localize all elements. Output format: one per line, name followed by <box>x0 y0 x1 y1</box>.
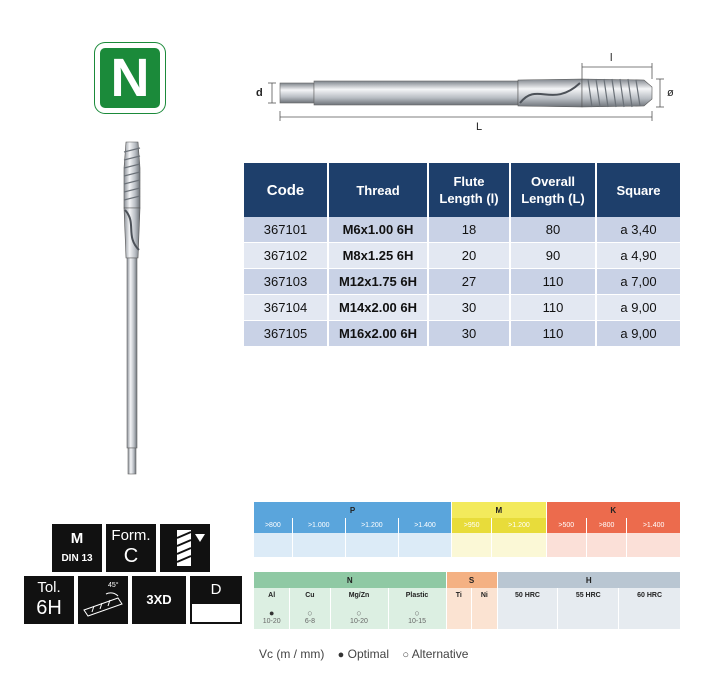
chamfer-form-icon <box>160 524 210 572</box>
cell-overall-length: 80 <box>510 217 596 243</box>
cell-thread: M12x1.75 6H <box>328 269 428 295</box>
optimal-dot-icon: ● <box>337 649 345 661</box>
val-m-1 <box>452 533 492 557</box>
helix-angle-badge <box>78 576 128 624</box>
legend-optimal: Optimal <box>347 647 390 661</box>
din-label: DIN 13 <box>61 553 93 564</box>
angle-label: 45° <box>108 582 119 589</box>
cell-code: 367102 <box>244 243 328 269</box>
cell-square: a 9,00 <box>596 321 680 347</box>
cell-code: 367103 <box>244 269 328 295</box>
material-n-badge <box>95 43 165 113</box>
tap-spec-table <box>244 163 680 347</box>
cell-flute-length: 30 <box>428 295 510 321</box>
sub-n-plastic: Plastic <box>388 588 446 603</box>
cell-thread: M6x1.00 6H <box>328 217 428 243</box>
materials-nsh-subheader <box>254 588 680 603</box>
val-k-1 <box>546 533 586 557</box>
val-n-mgzn <box>330 603 388 629</box>
speed-range: 6-8 <box>304 617 315 625</box>
cell-overall-length: 110 <box>510 321 596 347</box>
val-s-ti <box>446 603 472 629</box>
alternative-circle-icon: ○ <box>307 607 313 618</box>
tolerance-badge <box>24 576 74 624</box>
sub-p-1: >800 <box>254 518 292 533</box>
materials-pmk-subheader <box>254 518 680 533</box>
val-h-55 <box>558 603 619 629</box>
cell-square: a 9,00 <box>596 295 680 321</box>
group-k: K <box>546 502 680 518</box>
table-header-row <box>244 163 680 217</box>
depth-label: 3XD <box>146 592 172 607</box>
sub-n-cu: Cu <box>290 588 330 603</box>
cell-thread: M14x2.00 6H <box>328 295 428 321</box>
group-n: N <box>254 572 446 588</box>
val-k-3 <box>627 533 680 557</box>
cell-overall-length: 90 <box>510 243 596 269</box>
sub-s-ni: Ni <box>472 588 498 603</box>
sub-k-3: >1.400 <box>627 518 680 533</box>
group-h: H <box>497 572 680 588</box>
sub-h-60: 60 HRC <box>619 588 680 603</box>
badge-letter: N <box>110 48 150 108</box>
cell-square: a 3,40 <box>596 217 680 243</box>
cell-flute-length: 30 <box>428 321 510 347</box>
val-k-2 <box>586 533 626 557</box>
sub-n-al: Al <box>254 588 290 603</box>
form-badge <box>106 524 156 572</box>
table-row <box>244 243 680 269</box>
materials-pmk-table <box>254 502 680 557</box>
sub-s-ti: Ti <box>446 588 472 603</box>
val-p-3 <box>345 533 398 557</box>
val-n-plastic <box>388 603 446 629</box>
materials-pmk-values <box>254 533 680 557</box>
depth-badge <box>132 576 186 624</box>
group-m: M <box>452 502 547 518</box>
materials-pmk-header <box>254 502 680 518</box>
header-thread: Thread <box>328 163 428 217</box>
speed-range: 10-20 <box>350 617 368 625</box>
sub-m-1: >950 <box>452 518 492 533</box>
tap-horizontal-drawing <box>252 45 692 135</box>
legend <box>259 647 468 661</box>
optimal-dot-icon: ● <box>268 607 275 618</box>
materials-nsh-header <box>254 572 680 588</box>
val-p-1 <box>254 533 292 557</box>
table-row <box>244 295 680 321</box>
legend-alternative: Alternative <box>411 647 469 661</box>
sub-p-2: >1.000 <box>292 518 345 533</box>
tolerance-value: 6H <box>36 597 62 619</box>
table-row <box>244 269 680 295</box>
cell-square: a 4,90 <box>596 243 680 269</box>
alternative-circle-icon: ○ <box>356 607 362 618</box>
d-badge <box>190 576 242 624</box>
group-p: P <box>254 502 452 518</box>
materials-nsh-values <box>254 603 680 629</box>
header-code: Code <box>244 163 328 217</box>
alternative-circle-icon: ○ <box>414 607 420 618</box>
sub-h-50: 50 HRC <box>497 588 558 603</box>
header-flute-length: Flute Length (l) <box>428 163 510 217</box>
dim-overall-length-label: L <box>476 121 483 133</box>
table-row <box>244 321 680 347</box>
form-value: C <box>123 545 139 567</box>
thread-type-label: M <box>70 530 84 547</box>
cell-code: 367105 <box>244 321 328 347</box>
materials-nsh-table <box>254 572 680 629</box>
val-m-2 <box>492 533 546 557</box>
cell-flute-length: 18 <box>428 217 510 243</box>
sub-m-2: >1.200 <box>492 518 546 533</box>
dim-l-label: l <box>610 52 613 64</box>
cell-overall-length: 110 <box>510 269 596 295</box>
sub-p-4: >1.400 <box>398 518 451 533</box>
helix-angle-icon <box>78 576 128 624</box>
cell-code: 367104 <box>244 295 328 321</box>
group-s: S <box>446 572 497 588</box>
val-h-60 <box>619 603 680 629</box>
dim-d-label: d <box>256 87 263 99</box>
cell-thread: M16x2.00 6H <box>328 321 428 347</box>
sub-p-3: >1.200 <box>345 518 398 533</box>
val-s-ni <box>472 603 498 629</box>
table-row <box>244 217 680 243</box>
tolerance-label: Tol. <box>37 579 61 596</box>
cell-square: a 7,00 <box>596 269 680 295</box>
val-p-2 <box>292 533 345 557</box>
sub-h-55: 55 HRC <box>558 588 619 603</box>
legend-vc: Vc (m / mm) <box>259 647 325 661</box>
speed-range: 10-20 <box>262 617 281 625</box>
header-overall-length: Overall Length (L) <box>510 163 596 217</box>
cell-thread: M8x1.25 6H <box>328 243 428 269</box>
sub-k-2: >800 <box>586 518 626 533</box>
val-p-4 <box>398 533 451 557</box>
alternative-circle-icon: ○ <box>402 649 410 661</box>
tap-vertical-image <box>112 138 152 478</box>
cell-code: 367101 <box>244 217 328 243</box>
d-label: D <box>192 578 240 604</box>
cell-overall-length: 110 <box>510 295 596 321</box>
header-square: Square <box>596 163 680 217</box>
sub-n-mgzn: Mg/Zn <box>330 588 388 603</box>
form-label: Form. <box>111 527 151 544</box>
cell-flute-length: 20 <box>428 243 510 269</box>
cell-flute-length: 27 <box>428 269 510 295</box>
sub-k-1: >500 <box>546 518 586 533</box>
speed-range: 10-15 <box>408 617 426 625</box>
val-n-al <box>254 603 290 629</box>
thread-standard-badge <box>52 524 102 572</box>
val-n-cu <box>290 603 330 629</box>
dim-diameter-label: ø <box>667 87 674 99</box>
val-h-50 <box>497 603 558 629</box>
